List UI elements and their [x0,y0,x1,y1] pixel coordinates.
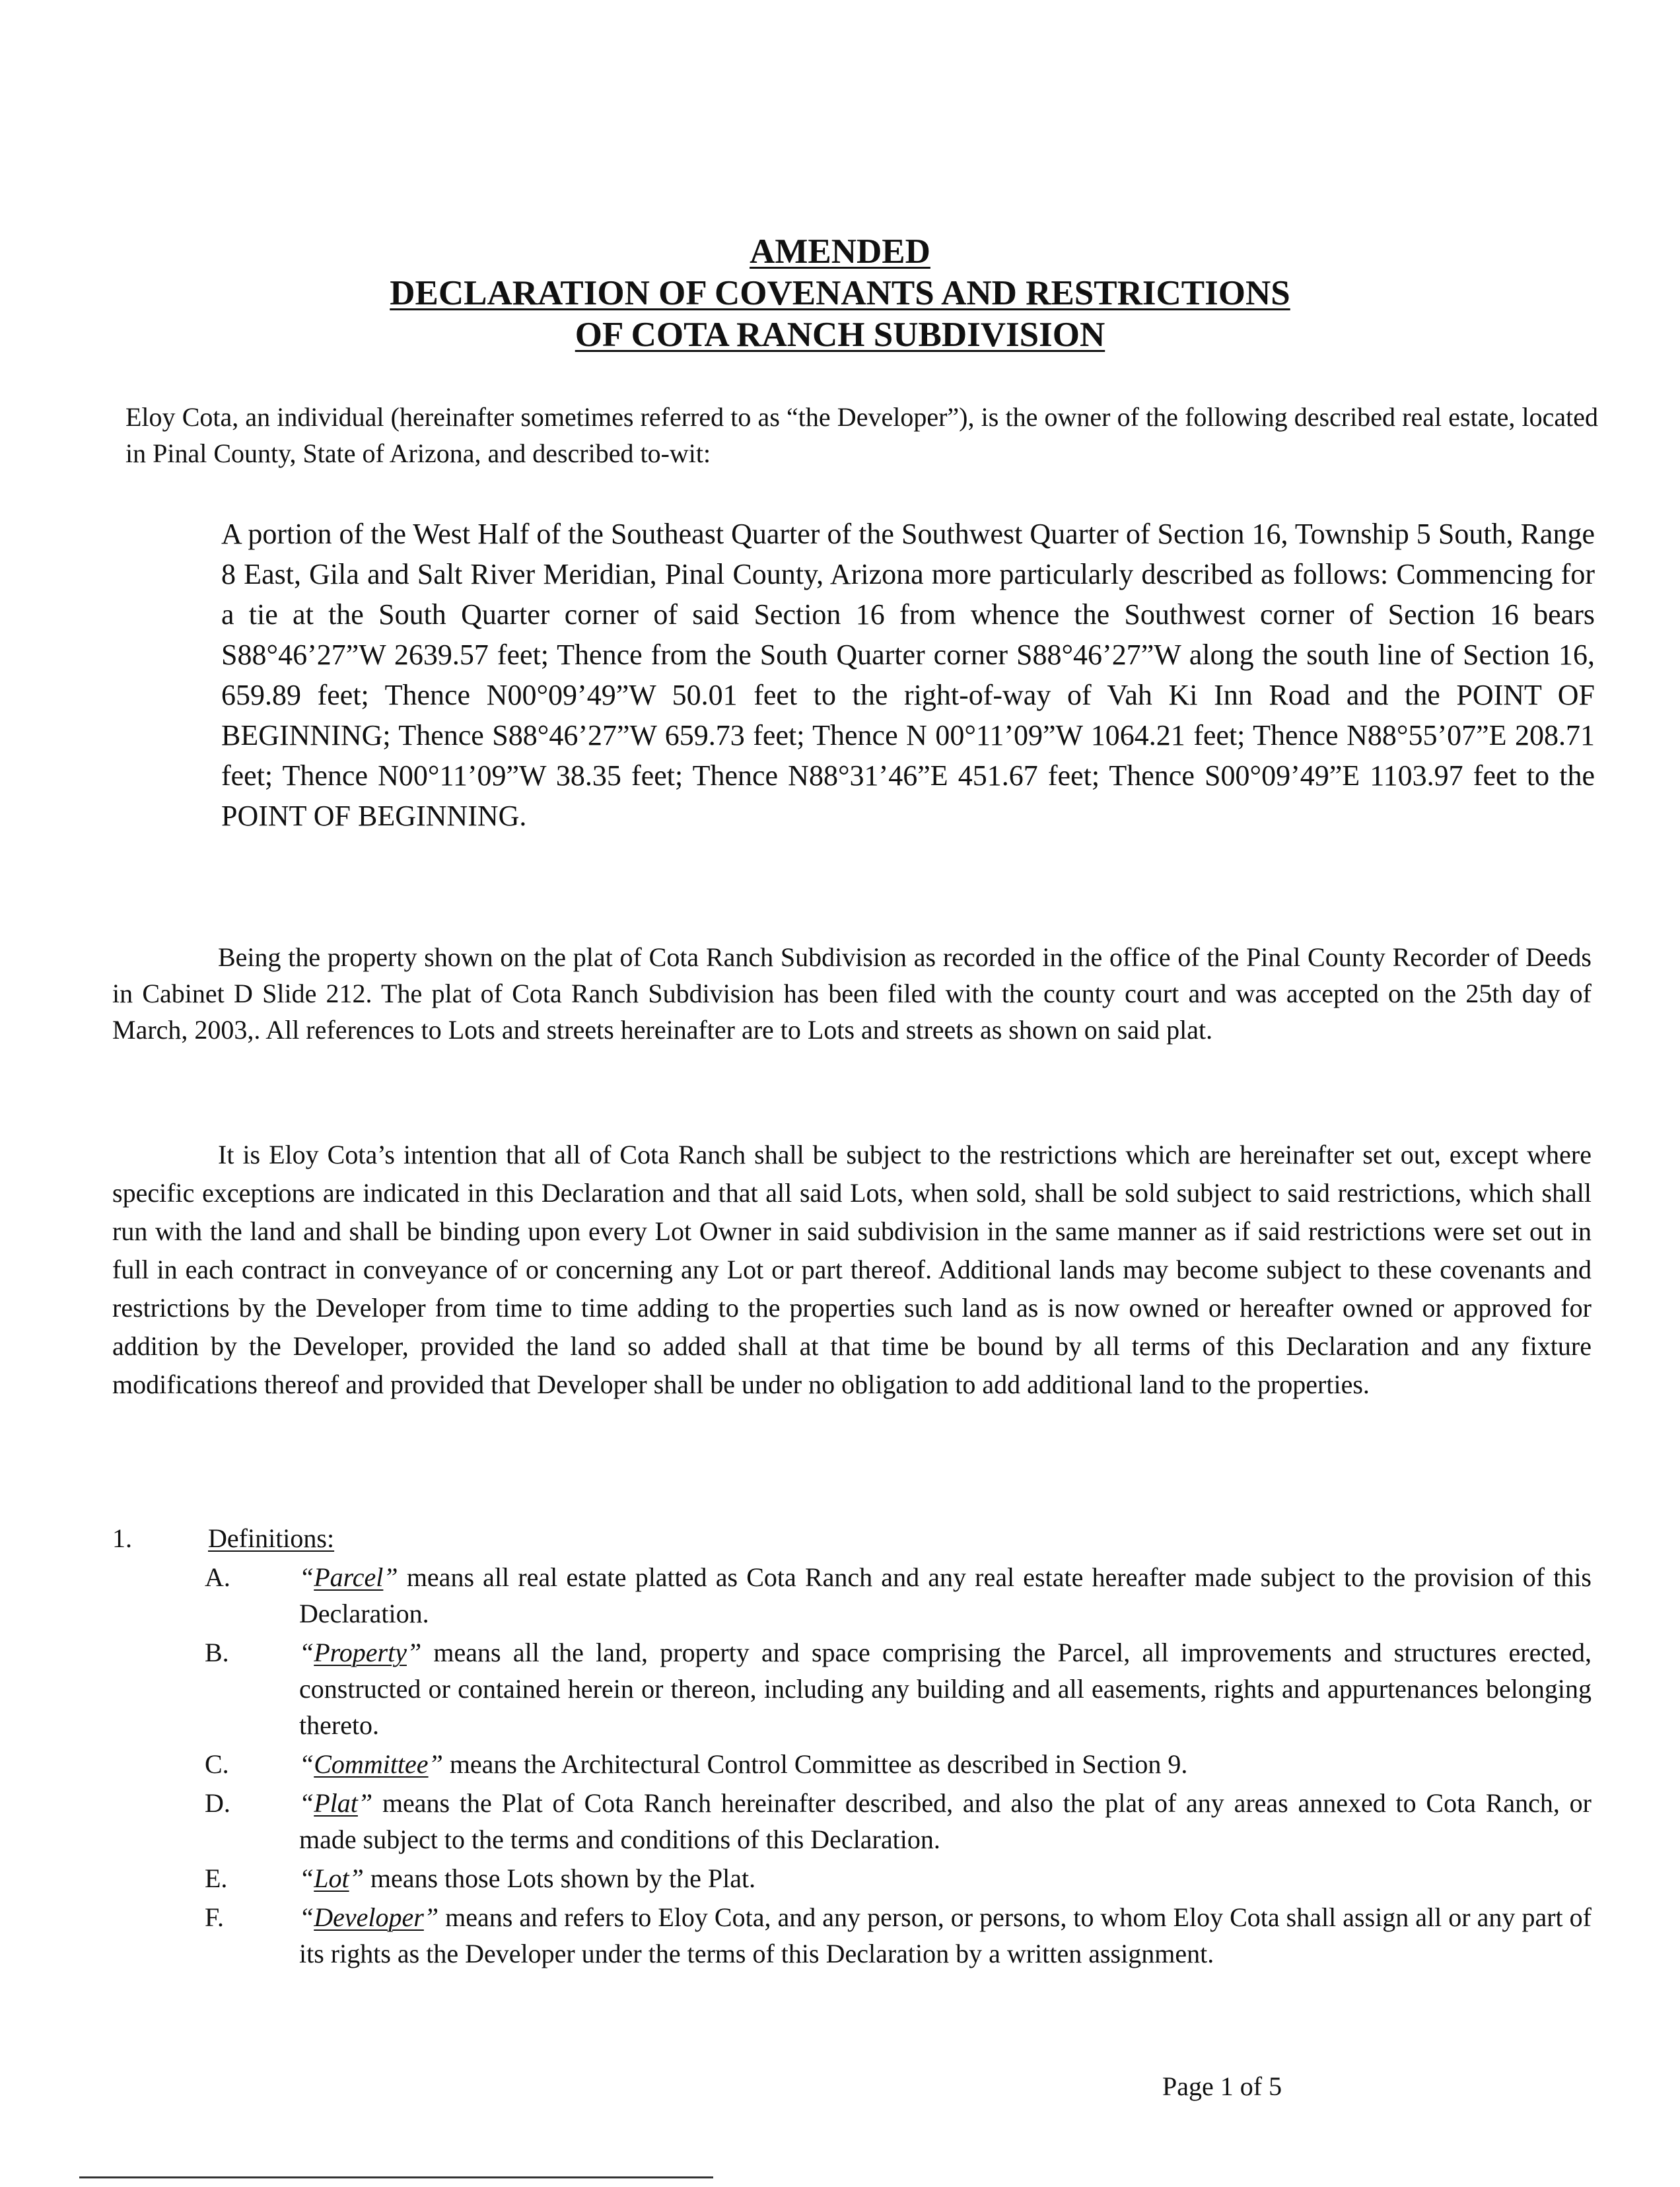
definition-term: “Plat” [299,1788,373,1818]
section-number: 1. [112,1523,132,1553]
title-line-amended: AMENDED [750,232,930,271]
definition-text: “Committee” means the Architectural Control Committee as described in Section 9. [299,1749,1188,1779]
definition-term: “Developer” [299,1902,439,1932]
intention-paragraph: It is Eloy Cota’s intention that all of Cota Ranch shall be subject to the restrictions which are hereinafter set out, except where specific exceptions are indicated in this Declaration and that all said Lots, when sold, shall be sold subject to said restrictions, which shall run with the land and shall be binding upon every Lot Owner in said subdivision in the same manner as if said restrictions were set out in full in each contract in conveyance of or concerning any Lot or part thereof. Additional lands may become subject to these covenants and restrictions by the Developer from time to time adding to the properties such land as is now owned or hereafter owned or approved for addition by the Developer, provided the land so added shall at that time be bound by all terms of this Declaration and any fixture modifications thereof and provided that Developer shall be under no obligation to add additional land to the properties. [112,1140,1592,1399]
definition-item [112,1860,1592,1896]
definition-text: “Lot” means those Lots shown by the Plat. [299,1863,756,1893]
definition-letter: B. [205,1638,229,1667]
definition-term: “Lot” [299,1863,364,1893]
definition-item [112,1785,1592,1857]
plat-paragraph: Being the property shown on the plat of Cota Ranch Subdivision as recorded in the office of the Pinal County Recorder of Deeds in Cabinet D Slide 212. The plat of Cota Ranch Subdivision has been filed with the county court and was accepted on the 25th day of March, 2003,. All references to Lots and streets hereinafter are to Lots and streets as shown on said plat. [112,942,1592,1045]
intro-paragraph: Eloy Cota, an individual (hereinafter sometimes referred to as “the Developer”), is the owner of the following described real estate, located in Pinal County, State of Arizona, and described to-wit: [125,402,1598,468]
scan-edge-line [79,2176,713,2178]
definition-text: “Property” means all the land, property and space comprising the Parcel, all improvements and structures erected, constructed or contained herein or thereon, including any building and all easements, rights and appurtenances belonging thereto. [299,1638,1592,1740]
definition-text: “Parcel” means all real estate platted as Cota Ranch and any real estate hereafter made subject to the provision of this Declaration. [299,1562,1592,1628]
definition-item [112,1559,1592,1632]
section-heading [112,1520,1592,1556]
definition-item [112,1746,1592,1782]
definition-item [112,1634,1592,1743]
definition-letter: A. [205,1562,230,1592]
document-title [0,231,1680,356]
definition-letter: D. [205,1788,230,1818]
section-title: Definitions: [208,1523,335,1553]
definition-letter: C. [205,1749,229,1779]
definition-term: “Property” [299,1638,422,1667]
definition-letter: E. [205,1863,228,1893]
definition-item [112,1899,1592,1972]
definition-text: “Plat” means the Plat of Cota Ranch hereinafter described, and also the plat of any areas annexed to Cota Ranch, or made subject to the terms and conditions of this Declaration. [299,1788,1592,1854]
title-line-declaration: DECLARATION OF COVENANTS AND RESTRICTIONS [390,274,1290,312]
definition-term: “Parcel” [299,1562,398,1592]
definition-text: “Developer” means and refers to Eloy Cota, and any person, or persons, to whom Eloy Cota shall assign all or any part of its rights as the Developer under the terms of this Declaration by a written assignment. [299,1902,1592,1968]
definition-letter: F. [205,1902,225,1932]
definition-term: “Committee” [299,1749,443,1779]
page-number: Page 1 of 5 [1162,2071,1282,2101]
definitions-list [112,1559,1592,1972]
title-line-subdivision: OF COTA RANCH SUBDIVISION [575,316,1105,354]
legal-description: A portion of the West Half of the Southeast Quarter of the Southwest Quarter of Section 16, Township 5 South, Range 8 East, Gila and Salt River Meridian, Pinal County, Arizona more particularly described as follows: Commencing for a tie at the South Quarter corner of said Section 16 from whence the Southwest corner of Section 16 bears S88°46’27”W 2639.57 feet; Thence from the South Quarter corner S88°46’27”W along the south line of Section 16, 659.89 feet; Thence N00°09’49”W 50.01 feet to the right-of-way of Vah Ki Inn Road and the POINT OF BEGINNING; Thence S88°46’27”W 659.73 feet; Thence N 00°11’09”W 1064.21 feet; Thence N88°55’07”E 208.71 feet; Thence N00°11’09”W 38.35 feet; Thence N88°31’46”E 451.67 feet; Thence S00°09’49”E 1103.97 feet to the POINT OF BEGINNING. [221,518,1595,832]
section-definitions [112,1520,1592,1972]
